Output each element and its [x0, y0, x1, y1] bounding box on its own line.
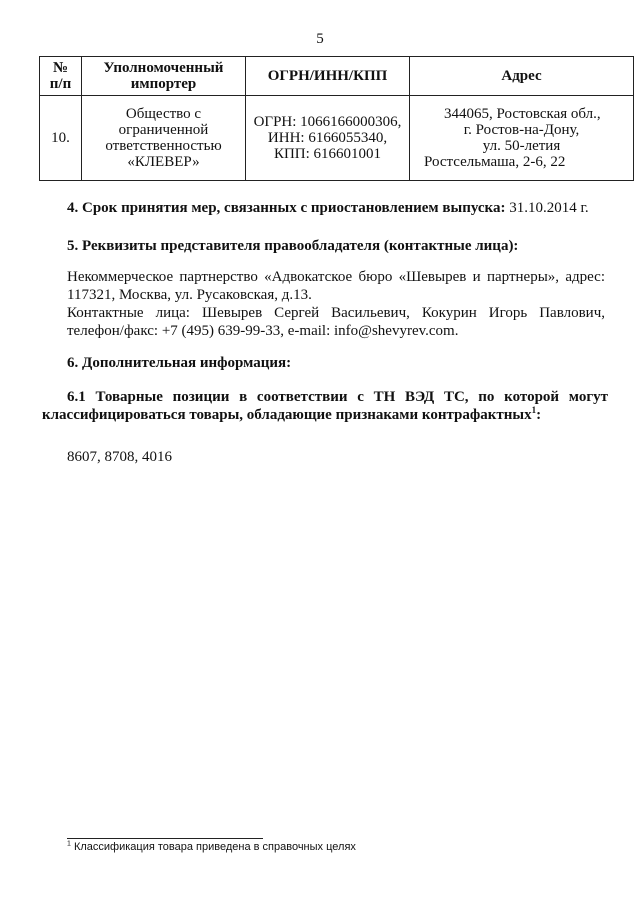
- importer-name-line: ответственностью: [105, 138, 222, 154]
- header-number: [40, 57, 82, 96]
- header-ids: ОГРН/ИНН/КПП: [246, 57, 410, 96]
- table-header-row: [40, 57, 634, 96]
- header-importer-line1: Уполномоченный: [103, 60, 224, 76]
- header-number-line1: №: [52, 60, 69, 76]
- header-importer: [82, 57, 246, 96]
- header-number-line2: п/п: [49, 76, 72, 92]
- section-4: [67, 199, 605, 217]
- importer-name-line: «КЛЕВЕР»: [127, 154, 200, 170]
- section-6-1-text: 6.1 Товарные позиции в соответствии с ТН ВЭД ТС, по которой могут классифицироваться товары, обладающие признаками контрафактных: [42, 389, 608, 423]
- footnote: [67, 841, 356, 853]
- importers-table: [39, 56, 634, 181]
- row-ids: [246, 96, 410, 181]
- address-line: ул. 50-летия: [482, 138, 561, 154]
- row-address: [410, 96, 634, 181]
- tn-ved-codes: 8607, 8708, 4016: [67, 449, 172, 465]
- section-5-heading: 5. Реквизиты представителя правообладателя (контактные лица):: [67, 238, 519, 254]
- table-row: [40, 96, 634, 181]
- footnote-text: Классификация товара приведена в справочных целях: [73, 841, 356, 853]
- section-4-label: 4. Срок принятия мер, связанных с приостановлением выпуска:: [67, 200, 506, 216]
- footnote-divider: [67, 838, 263, 839]
- section-6-heading: 6. Дополнительная информация:: [67, 355, 292, 371]
- row-importer-name: [82, 96, 246, 181]
- section-4-value: 31.10.2014 г.: [509, 200, 589, 216]
- importer-name-line: Общество с: [125, 106, 202, 122]
- kpp-value: КПП: 616601001: [273, 146, 382, 162]
- section-5-paragraph-1: Некоммерческое партнерство «Адвокатское бюро «Шевырев и партнеры», адрес: 117321, Москва, ул. Русаковская, д.13.: [67, 269, 605, 303]
- address-line: Ростсельмаша, 2-6, 22: [424, 154, 566, 170]
- row-number: 10.: [40, 96, 82, 181]
- footnote-mark-ref: 1: [531, 405, 537, 415]
- address-line: г. Ростов-на-Дону,: [463, 122, 580, 138]
- section-6-1-colon: :: [536, 407, 542, 423]
- page-number: 5: [316, 31, 324, 47]
- footnote-mark: 1: [67, 840, 71, 848]
- address-line: 344065, Ростовская обл.,: [444, 106, 601, 122]
- inn-value: ИНН: 6166055340,: [267, 130, 388, 146]
- ogrn-value: ОГРН: 1066166000306,: [253, 114, 402, 130]
- section-6-1-heading: [42, 388, 608, 424]
- section-5-paragraph-2: Контактные лица: Шевырев Сергей Васильевич, Кокурин Игорь Павлович, телефон/факс: +7 (495) 639-99-33, e-mail: info@shevyrev.com.: [67, 305, 605, 339]
- header-address: Адрес: [410, 57, 634, 96]
- header-importer-line2: импортер: [130, 76, 197, 92]
- importer-name-line: ограниченной: [118, 122, 209, 138]
